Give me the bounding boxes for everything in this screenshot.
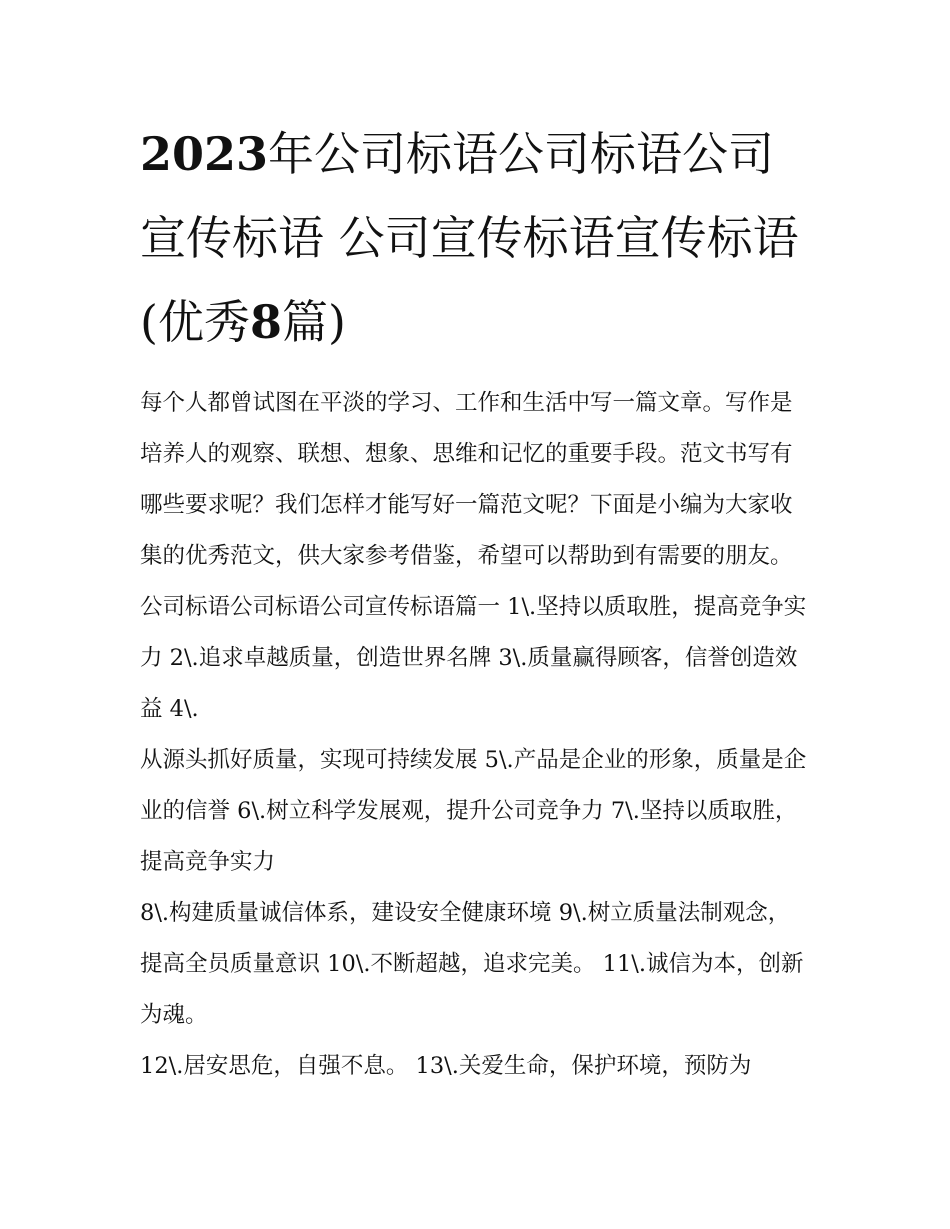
body-paragraph-1: 公司标语公司标语公司宣传标语篇一 1\.坚持以质取胜，提高竞争实力 2\.追求卓越质量，创造世界名牌 3\.质量赢得顾客，信誉创造效益 4\.	[140, 594, 807, 722]
document-page	[140, 112, 812, 1092]
intro-paragraph: 每个人都曾试图在平淡的学习、工作和生活中写一篇文章。写作是培养人的观察、联想、想象、思维和记忆的重要手段。范文书写有哪些要求呢？我们怎样才能写好一篇范文呢？下面是小编为大家收集的优秀范文，供大家参考借鉴，希望可以帮助到有需要的朋友。	[140, 390, 793, 569]
body-paragraph-2: 从源头抓好质量，实现可持续发展 5\.产品是企业的形象，质量是企业的信誉 6\.树立科学发展观，提升公司竞争力 7\.坚持以质取胜，提高竞争实力	[140, 747, 807, 875]
body-paragraph-3: 8\.构建质量诚信体系，建设安全健康环境 9\.树立质量法制观念，提高全员质量意识 10\.不断超越，追求完美。 11\.诚信为本，创新为魂。	[140, 900, 804, 1028]
document-title: 2023年公司标语公司标语公司宣传标语 公司宣传标语宣传标语(优秀8篇)	[140, 127, 799, 349]
body-paragraph-4: 12\.居安思危，自强不息。 13\.关爱生命，保护环境，预防为	[140, 1053, 752, 1079]
